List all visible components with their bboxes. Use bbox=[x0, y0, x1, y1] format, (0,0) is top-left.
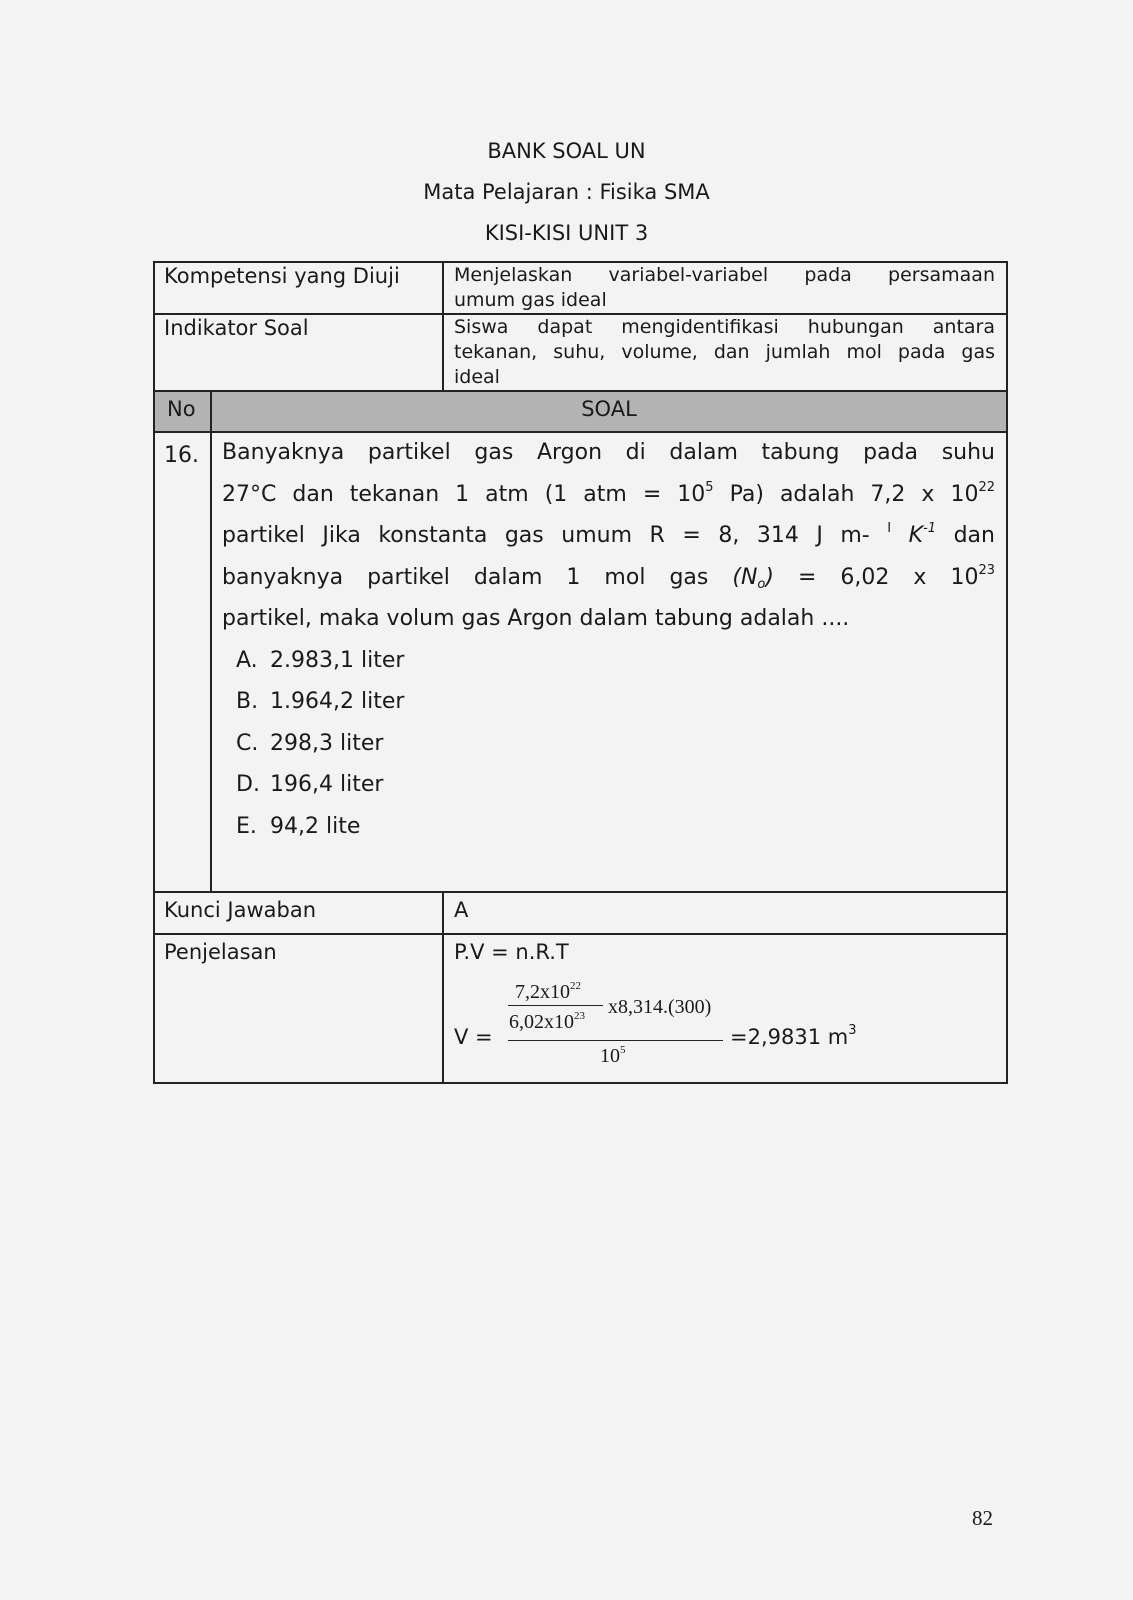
inner-denominator: $6,02x10^{23}$ bbox=[509, 1010, 585, 1033]
option-a: A. 2.983,1 liter bbox=[236, 647, 405, 673]
main-fraction-bar bbox=[508, 1040, 723, 1041]
subject-line: Mata Pelajaran : Fisika SMA bbox=[423, 180, 710, 204]
explanation-formula: P.V = n.R.T bbox=[454, 940, 569, 964]
answer-key-label: Kunci Jawaban bbox=[164, 898, 317, 922]
option-c: C. 298,3 liter bbox=[236, 730, 384, 756]
answer-key-value: A bbox=[454, 898, 469, 922]
competency-text: Menjelaskan variabel-variabel pada persamaan umum gas ideal bbox=[454, 264, 995, 311]
unit-line: KISI-KISI UNIT 3 bbox=[484, 221, 649, 245]
indicator-label: Indikator Soal bbox=[164, 316, 309, 340]
soal-header: SOAL bbox=[581, 397, 637, 421]
main-denominator: $10^5$ bbox=[600, 1044, 626, 1067]
v-label: V = bbox=[454, 1025, 493, 1049]
volume-result: =2,9831 $m^3$ bbox=[730, 1023, 857, 1049]
option-d: D. 196,4 liter bbox=[236, 772, 384, 797]
inner-numerator: $7,2x10^{22}$ bbox=[515, 980, 581, 1003]
no-header: No bbox=[167, 397, 196, 421]
explanation-label: Penjelasan bbox=[164, 940, 277, 964]
option-b: B. 1.964,2 liter bbox=[236, 689, 405, 714]
question-text: Banyaknya partikel gas Argon di dalam tabung pada suhu 27°C dan tekanan 1 atm (1 atm = $10^5$ Pa) adalah 7,2 x $10^{22}$ partikel Jika konstanta gas umum R = 8, 314 J m- $^I$ $K^{-1}$ dan banyaknya partikel dalam 1 mol gas $(N_o) = 6,02$ x $10^{23}$ partikel, maka volum gas Argon dalam tabung adalah .... A. 2.983,1 liter B. 1.964,2 liter C. 298,3 liter D. 196,4 liter E. 94,2 lite bbox=[222, 432, 995, 847]
answer-options bbox=[222, 640, 995, 848]
page-number: 82 bbox=[972, 1506, 993, 1530]
question-number: 16. bbox=[164, 443, 199, 468]
competency-label: Kompetensi yang Diuji bbox=[164, 264, 400, 288]
page-title: BANK SOAL UN bbox=[487, 139, 646, 163]
inner-fraction-bar bbox=[508, 1005, 603, 1006]
option-e: E. 94,2 lite bbox=[236, 813, 361, 839]
indicator-text: Siswa dapat mengidentifikasi hubungan antara tekanan, suhu, volume, dan jumlah mol pada gas ideal bbox=[454, 316, 995, 388]
question-table bbox=[153, 261, 1008, 1084]
multiplier-term: x8,314.(300) bbox=[608, 996, 712, 1018]
